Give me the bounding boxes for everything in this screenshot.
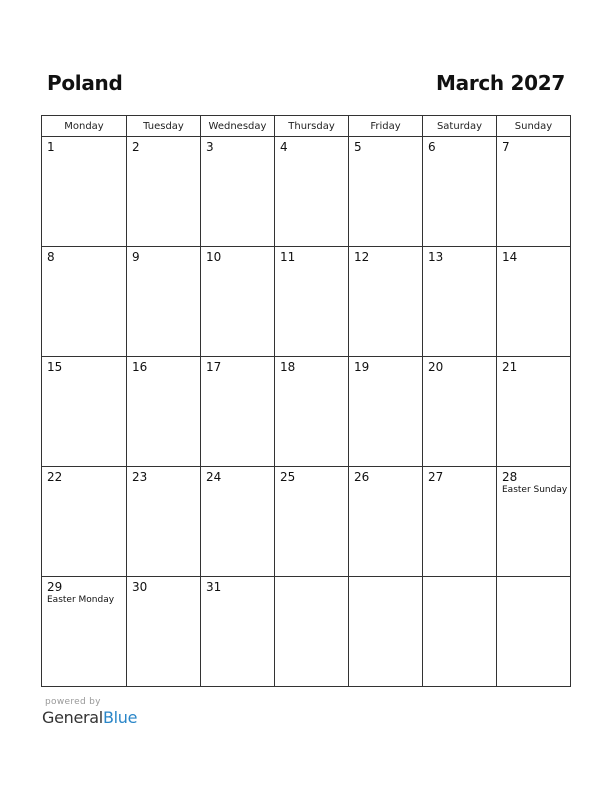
day-number: 7 xyxy=(502,140,510,154)
weekday-header-row xyxy=(42,116,571,137)
weekday-wednesday: Wednesday xyxy=(201,116,275,137)
day-number: 13 xyxy=(428,250,444,264)
day-number: 12 xyxy=(354,250,370,264)
day-number: 11 xyxy=(280,250,296,264)
day-number: 18 xyxy=(280,360,296,374)
day-cell xyxy=(349,577,423,687)
day-number: 22 xyxy=(47,470,63,484)
day-cell xyxy=(275,357,349,467)
day-number: 27 xyxy=(428,470,444,484)
day-number: 23 xyxy=(132,470,148,484)
holiday-label: Easter Sunday xyxy=(502,485,568,495)
day-cell xyxy=(275,137,349,247)
day-cell xyxy=(201,577,275,687)
day-number: 14 xyxy=(502,250,518,264)
day-number: 5 xyxy=(354,140,362,154)
day-cell xyxy=(497,357,571,467)
day-cell xyxy=(349,137,423,247)
day-cell xyxy=(275,577,349,687)
day-cell xyxy=(423,467,497,577)
holiday-label: Easter Monday xyxy=(47,595,115,605)
day-number: 1 xyxy=(47,140,55,154)
weekday-friday: Friday xyxy=(349,116,423,137)
day-number: 28 xyxy=(502,470,518,484)
day-number: 3 xyxy=(206,140,214,154)
day-number: 25 xyxy=(280,470,296,484)
day-number xyxy=(275,577,348,580)
weekday-sunday: Sunday xyxy=(497,116,571,137)
day-number: 16 xyxy=(132,360,148,374)
day-number: 4 xyxy=(280,140,288,154)
month-title: March 2027 xyxy=(436,71,565,95)
day-cell xyxy=(497,577,571,687)
day-number xyxy=(497,577,570,580)
brand-name-part1: General xyxy=(42,708,103,727)
day-cell xyxy=(349,247,423,357)
calendar-body xyxy=(42,137,571,687)
day-cell xyxy=(42,137,127,247)
day-number: 9 xyxy=(132,250,140,264)
day-cell xyxy=(201,137,275,247)
day-number: 6 xyxy=(428,140,436,154)
day-cell xyxy=(349,357,423,467)
day-number: 30 xyxy=(132,580,148,594)
day-cell xyxy=(201,467,275,577)
weekday-thursday: Thursday xyxy=(275,116,349,137)
day-cell xyxy=(423,577,497,687)
weekday-tuesday: Tuesday xyxy=(127,116,201,137)
brand-name-part2: Blue xyxy=(102,708,138,727)
day-cell xyxy=(275,247,349,357)
day-cell xyxy=(42,357,127,467)
day-number: 19 xyxy=(354,360,370,374)
day-cell xyxy=(127,467,201,577)
day-cell xyxy=(42,247,127,357)
day-cell xyxy=(423,137,497,247)
day-number: 2 xyxy=(132,140,140,154)
day-number: 17 xyxy=(206,360,222,374)
week-row xyxy=(42,247,571,357)
weekday-monday: Monday xyxy=(42,116,127,137)
day-number: 21 xyxy=(502,360,518,374)
day-cell xyxy=(497,467,571,577)
day-number: 31 xyxy=(206,580,222,594)
week-row xyxy=(42,137,571,247)
week-row xyxy=(42,577,571,687)
day-number: 24 xyxy=(206,470,222,484)
weekday-saturday: Saturday xyxy=(423,116,497,137)
day-cell xyxy=(423,247,497,357)
week-row xyxy=(42,357,571,467)
day-number: 20 xyxy=(428,360,444,374)
powered-by-text: powered by xyxy=(45,697,101,707)
day-cell xyxy=(127,357,201,467)
day-cell xyxy=(275,467,349,577)
day-number: 8 xyxy=(47,250,55,264)
day-cell xyxy=(127,577,201,687)
brand-logo xyxy=(42,708,137,727)
day-cell xyxy=(497,247,571,357)
day-cell xyxy=(42,577,127,687)
day-number: 10 xyxy=(206,250,222,264)
day-cell xyxy=(497,137,571,247)
day-cell xyxy=(127,137,201,247)
day-cell xyxy=(423,357,497,467)
day-cell xyxy=(127,247,201,357)
day-number: 15 xyxy=(47,360,63,374)
calendar-grid xyxy=(41,115,571,687)
day-cell xyxy=(42,467,127,577)
country-title: Poland xyxy=(47,71,123,95)
week-row xyxy=(42,467,571,577)
day-number: 26 xyxy=(354,470,370,484)
day-number xyxy=(349,577,422,580)
day-cell xyxy=(349,467,423,577)
day-cell xyxy=(201,247,275,357)
day-cell xyxy=(201,357,275,467)
day-number xyxy=(423,577,496,580)
day-number: 29 xyxy=(47,580,63,594)
